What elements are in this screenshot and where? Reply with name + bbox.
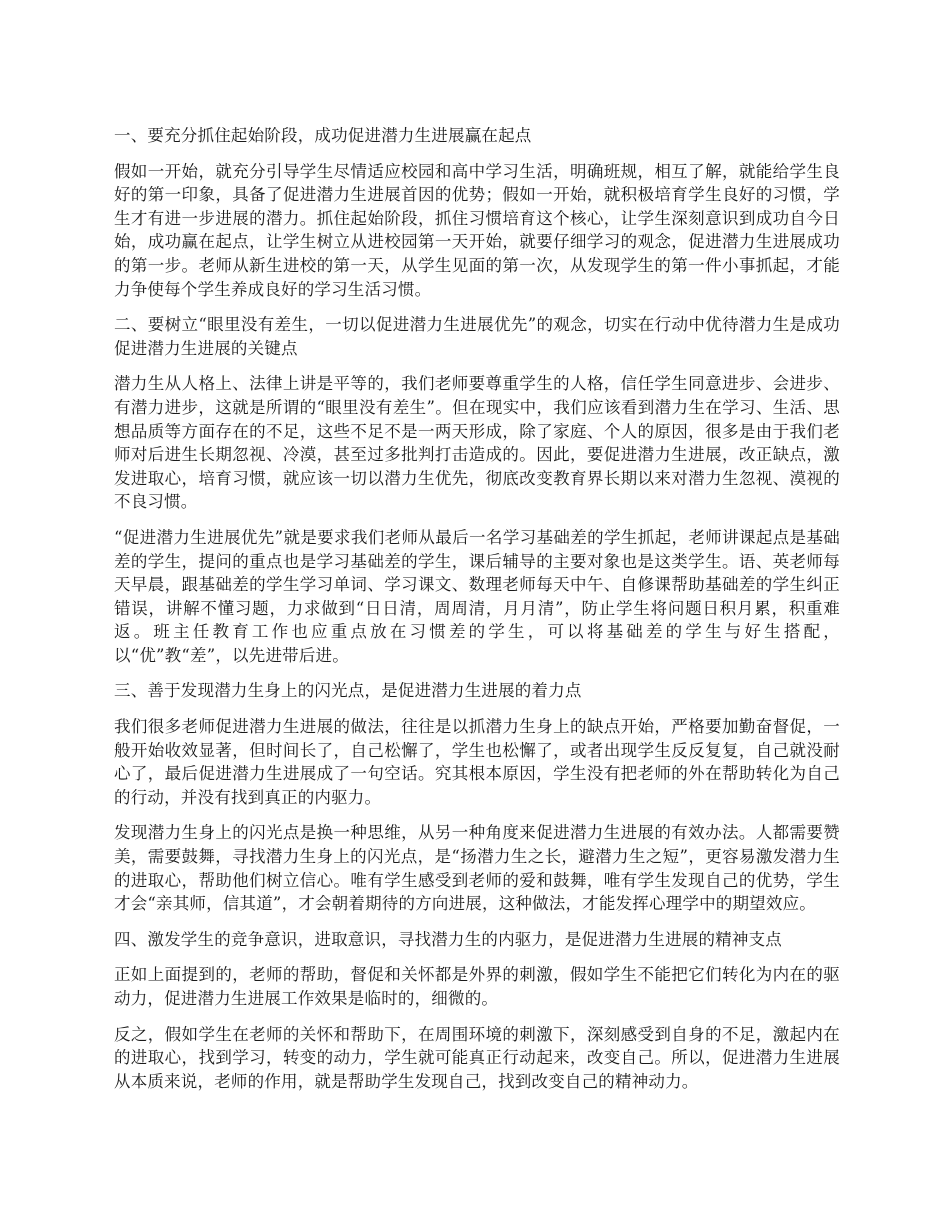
paragraph: 我们很多老师促进潜力生进展的做法，往往是以抓潜力生身上的缺点开始，严格要加勤奋督促，一般开始收效显著，但时间长了，自己松懈了，学生也松懈了，或者出现学生反反复复，自己就没耐心了，最后促进潜力生进展成了一句空话。究其根本原因，学生没有把老师的外在帮助转化为自己的行动，并没有找到真正的内驱力。	[114, 717, 840, 807]
paragraph: 正如上面提到的，老师的帮助，督促和关怀都是外界的刺激，假如学生不能把它们转化为内在的驱动力，促进潜力生进展工作效果是临时的，细微的。	[114, 965, 840, 1008]
paragraph: 假如一开始，就充分引导学生尽情适应校园和高中学习生活，明确班规，相互了解，就能给学生良好的第一印象，具备了促进潜力生进展首因的优势；假如一开始，就积极培育学生良好的习惯，学生才有进一步进展的潜力。抓住起始阶段，抓住习惯培育这个核心，让学生深刻意识到成功自今日始，成功赢在起点，让学生树立从进校园第一天开始，就要仔细学习的观念，促进潜力生进展成功的第一步。老师从新生进校的第一天，从学生见面的第一次，从发现学生的第一件小事抓起，才能力争使每个学生养成良好的学习生活习惯。	[114, 161, 840, 299]
paragraph: “促进潜力生进展优先”就是要求我们老师从最后一名学习基础差的学生抓起，老师讲课起点是基础差的学生，提问的重点也是学习基础差的学生，课后辅导的主要对象也是这类学生。语、英老师每天早晨，跟基础差的学生学习单词、学习课文、数理老师每天中午、自修课帮助基础差的学生纠正错误，讲解不懂习题，力求做到“日日清，周周清，月月清”，防止学生将问题日积月累，积重难返。班主任教育工作也应重点放在习惯差的学生，可以将基础差的学生与好生搭配，以“优”教“差”，以先进带后进。	[114, 527, 840, 665]
document-body	[114, 124, 840, 1105]
paragraph: 反之，假如学生在老师的关怀和帮助下，在周围环境的刺激下，深刻感受到自身的不足，激起内在的进取心，找到学习，转变的动力，学生就可能真正行动起来，改变自己。所以，促进潜力生进展从本质来说，老师的作用，就是帮助学生发现自己，找到改变自己的精神动力。	[114, 1024, 840, 1091]
section-heading-2: 二、要树立“眼里没有差生，一切以促进潜力生进展优先”的观念，切实在行动中优待潜力生是成功促进潜力生进展的关键点	[114, 315, 840, 358]
section-heading-1: 一、要充分抓住起始阶段，成功促进潜力生进展赢在起点	[114, 126, 532, 145]
section-heading-3: 三、善于发现潜力生身上的闪光点，是促进潜力生进展的着力点	[114, 681, 582, 701]
section-heading-4: 四、激发学生的竞争意识，进取意识，寻找潜力生的内驱力，是促进潜力生进展的精神支点	[114, 929, 782, 949]
paragraph: 发现潜力生身上的闪光点是换一种思维，从另一种角度来促进潜力生进展的有效办法。人都需要赞美，需要鼓舞，寻找潜力生身上的闪光点，是“扬潜力生之长，避潜力生之短”，更容易激发潜力生的进取心，帮助他们树立信心。唯有学生感受到老师的爱和鼓舞，唯有学生发现自己的优势，学生才会“亲其师，信其道”，才会朝着期待的方向进展，这种做法，才能发挥心理学中的期望效应。	[114, 823, 840, 914]
paragraph: 潜力生从人格上、法律上讲是平等的，我们老师要尊重学生的人格，信任学生同意进步、会进步、有潜力进步，这就是所谓的“眼里没有差生”。但在现实中，我们应该看到潜力生在学习、生活、思想品质等方面存在的不足，这些不足不是一两天形成，除了家庭、个人的原因，很多是由于我们老师对后进生长期忽视、冷漠，甚至过多批判打击造成的。因此，要促进潜力生进展，改正缺点，激发进取心，培育习惯，就应该一切以潜力生优先，彻底改变教育界长期以来对潜力生忽视、漠视的不良习惯。	[114, 374, 840, 512]
